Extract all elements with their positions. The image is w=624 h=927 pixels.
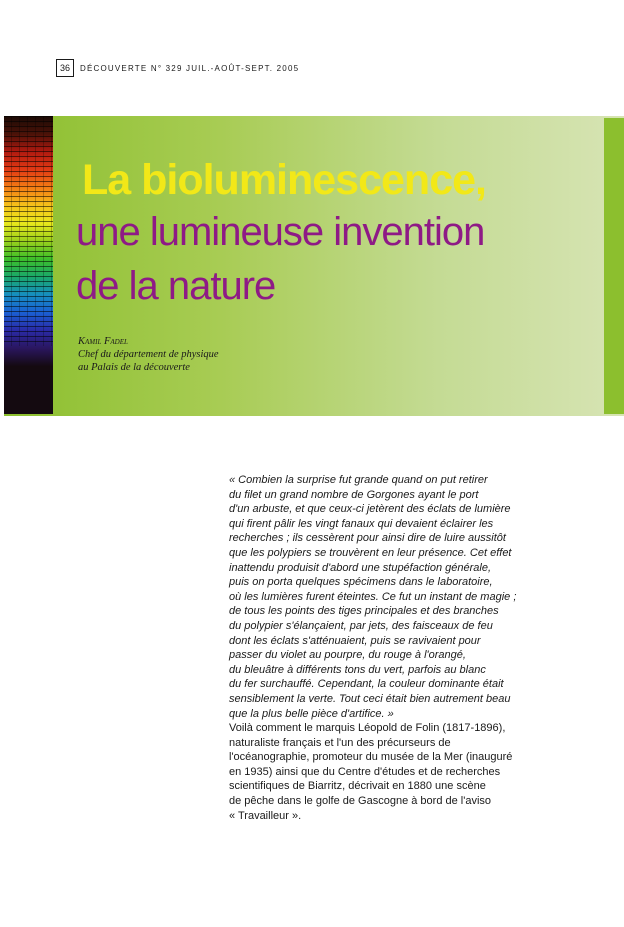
author-role-line2: au Palais de la découverte xyxy=(78,362,190,373)
body-line: naturaliste français et l'un des précurseurs de xyxy=(229,736,451,749)
author-role-line1: Chef du département de physique xyxy=(78,349,219,360)
body-line: scientifiques de Biarritz, décrivait en 1880 une scène xyxy=(229,780,486,793)
quote-line: du filet un grand nombre de Gorgones ayant le port xyxy=(229,488,479,501)
quote-line: du fer surchauffé. Cependant, la couleur dominante était xyxy=(229,678,504,691)
article-subtitle-line1: une lumineuse invention xyxy=(76,210,485,254)
article-subtitle-line2: de la nature xyxy=(76,264,276,308)
body-line: « Travailleur ». xyxy=(229,809,302,822)
quote-line: dont les éclats s'atténuaient, puis se ravivaient pour xyxy=(229,634,481,647)
title-banner xyxy=(4,116,624,416)
body-line: l'océanographie, promoteur du musée de la Mer (inauguré xyxy=(229,751,513,764)
quote-line: de tous les points des tiges principales et des branches xyxy=(229,605,499,618)
article-title: La bioluminescence, xyxy=(82,156,486,204)
article-body xyxy=(229,473,565,823)
body-line: de pêche dans le golfe de Gascogne à bord de l'aviso xyxy=(229,795,492,808)
author-name: Kamil Fadel xyxy=(78,336,128,347)
quote-line: où les lumières furent éteintes. Ce fut un instant de magie ; xyxy=(229,590,517,603)
quote-line: du polypier s'élançaient, par jets, des faisceaux de feu xyxy=(229,619,493,632)
quote-line: du bleuâtre à différents tons du vert, parfois au blanc xyxy=(229,663,486,676)
quote-line: que les polypiers se trouvèrent en leur présence. Cet effet xyxy=(229,546,512,559)
quote-line: « Combien la surprise fut grande quand on put retirer xyxy=(229,474,488,486)
quote-line: puis on porta quelques spécimens dans le laboratoire, xyxy=(229,576,493,589)
quote-line: que la plus belle pièce d'artifice. » xyxy=(229,707,394,720)
page-number: 36 xyxy=(56,59,74,77)
body-line: en 1935) ainsi que du Centre d'études et de recherches xyxy=(229,765,501,778)
spectrum-grid xyxy=(4,116,53,346)
running-header xyxy=(56,59,299,77)
quote-line: qui firent pâlir les vingt fanaux qui devaient éclairer les xyxy=(229,517,494,530)
spectrum-strip xyxy=(4,116,53,414)
quote-line: inattendu produisit d'abord une stupéfaction générale, xyxy=(229,561,492,574)
author-block xyxy=(78,335,219,374)
quote-line: sensiblement la verte. Tout ceci était bien autrement beau xyxy=(229,692,511,705)
running-head: DÉCOUVERTE N° 329 JUIL.-AOÛT-SEPT. 2005 xyxy=(80,63,300,73)
quote-line: d'un arbuste, et que ceux-ci jetèrent des éclats de lumière xyxy=(229,503,511,516)
quote-line: recherches ; ils cessèrent pour ainsi dire de luire aussitôt xyxy=(229,532,506,545)
intro-paragraph xyxy=(229,721,565,823)
body-line: Voilà comment le marquis Léopold de Folin (1817-1896), xyxy=(229,722,506,735)
banner-edge-strip xyxy=(604,118,624,414)
quote-line: passer du violet au pourpre, du rouge à l'orangé, xyxy=(229,649,466,662)
opening-quote xyxy=(229,473,565,721)
